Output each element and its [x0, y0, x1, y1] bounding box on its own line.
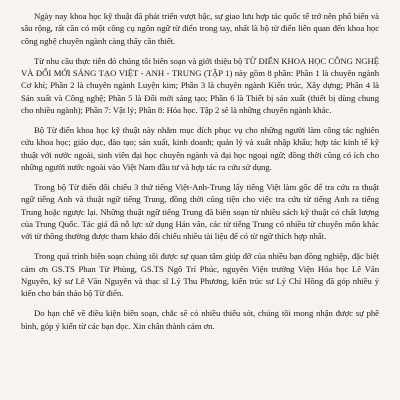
dictionary-contents-paragraph: Từ nhu cầu thực tiễn đó chúng tôi biên soạn và giới thiệu bộ TỪ ĐIỂN KHOA HỌC CÔNG NGHỆ VÀ ĐỔI MỚI SÁNG TẠO VIỆT - ANH - TRUNG (TẬP 1) này gồm 8 phần: Phần 1 là chuyên ngành Cơ khí; Phần 2 là chuyên ngành Luyện kim; Phần 3 là chuyên ngành Kiến trúc, Xây dựng; Phần 4 là Sản xuất và Công nghệ; Phần 5 là Đổi mới sáng tạo; Phần 6 là Thiết bị sản xuất (thiết bị dùng chung cho nhiều ngành); Phần 7: Vật lý; Phần 8: Hóa học. Tập 2 sẽ là những chuyên ngành khác. [21, 55, 379, 115]
language-scope-paragraph: Trong bộ Từ điển đối chiếu 3 thứ tiếng Việt-Anh-Trung lấy tiếng Việt làm gốc để tra cứu ra thuật ngữ tiếng Anh và thuật ngữ tiếng Trung, đồng thời cũng tiện cho việc tra cứu từ tiếng Anh ra tiếng Trung hoặc ngược lại. Những thuật ngữ tiếng Trung đã biên soạn từ nhiều sách kỹ thuật có chất lượng của Trung Quốc. Tác giả đã nỗ lực sử dụng Hán văn, các từ tiếng Trung có nhiều từ chuyên môn khác với từ thông thường được tham khảo đối chiếu nhiều tài liệu để có từ ngữ thích hợp nhất. [21, 182, 379, 241]
intro-paragraph: Ngày nay khoa học kỹ thuật đã phát triển vượt bậc, sự giao lưu hợp tác quốc tế trở nên phổ biến và sâu rộng, rất cần có một công cụ ngôn ngữ từ điển trong tay, nhất là bộ từ điển liên quan đến khoa học công nghệ chuyên ngành càng thấy cần thiết. [21, 11, 379, 46]
closing-paragraph: Do hạn chế về điều kiện biên soạn, chắc sẽ có nhiều thiếu sót, chúng tôi mong nhận được sự phê bình, góp ý kiến từ các bạn đọc. Xin chân thành cảm ơn. [21, 308, 379, 331]
acknowledgement-paragraph: Trong quá trình biên soạn chúng tôi được sự quan tâm giúp đỡ của nhiều bạn đồng nghiệp, đặc biệt cảm ơn GS.TS Phan Từ Phùng, GS.TS Ngô Trí Phúc, nguyên Viện trưởng Viện Hóa học Lê Văn Nguyên, kỹ sư Lê Văn Nguyên và thạc sĩ Lý Thu Phương, kiến trúc sư Lý Chí Hồng đã góp nhiều ý kiến cho bản thảo bộ Từ điển. [21, 251, 379, 298]
purpose-paragraph: Bộ Từ điển khoa học kỹ thuật này nhằm mục đích phục vụ cho những người làm công tác nghiên cứu khoa học; giáo dục, đào tạo; sản xuất, kinh doanh; quản lý và xuất nhập khẩu; hợp tác kinh tế kỹ thuật với nước ngoài, sinh viên đại học chuyên ngành và đại học ngoại ngữ; đồng thời cũng có ích cho những người nước ngoài vào Việt Nam đầu tư và hợp tác ra cứu sử dụng. [21, 125, 379, 172]
